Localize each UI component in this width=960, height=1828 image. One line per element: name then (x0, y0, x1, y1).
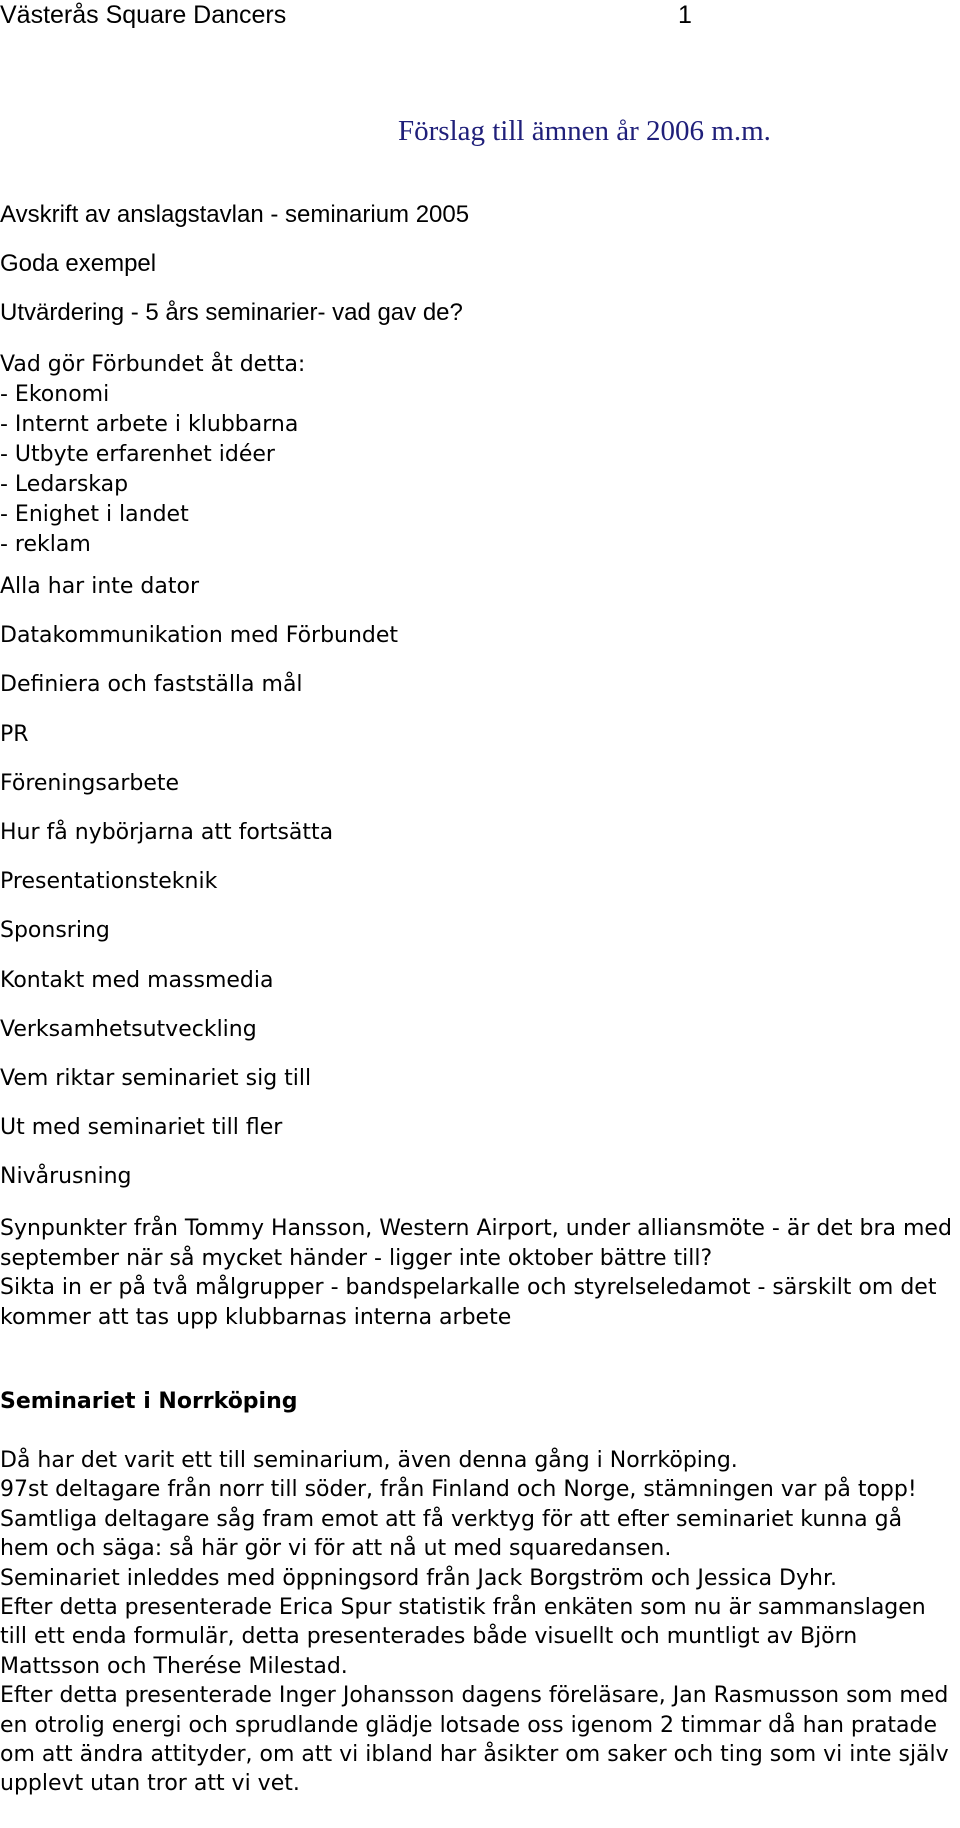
intro-line: Goda exempel (0, 250, 157, 277)
federation-item: - Utbyte erfarenhet idéer (0, 442, 275, 467)
topic-item: Datakommunikation med Förbundet (0, 623, 399, 649)
topic-item: Alla har inte dator (0, 574, 199, 599)
topic-item: Föreningsarbete (0, 770, 180, 796)
topic-item: Vem riktar seminariet sig till (0, 1065, 312, 1091)
intro-line: Avskrift av anslagstavlan - seminarium 2005 (0, 201, 470, 228)
topic-list (0, 572, 398, 1211)
header-organization: Västerås Square Dancers (0, 1, 287, 29)
body-paragraph: Efter detta presenterade Erica Spur statistik från enkäten som nu är sammanslagen till ett enda formulär, detta presenterades både visuellt och muntligt av Björn Mattsson och Therése Milestad. (0, 1595, 926, 1679)
topic-item: Definiera och fastställa mål (0, 672, 303, 698)
body-paragraph: Seminariet inleddes med öppningsord från Jack Borgström och Jessica Dyhr. (0, 1565, 837, 1591)
body-paragraph: Efter detta presenterade Inger Johansson dagens föreläsare, Jan Rasmusson som med en otrolig energi och sprudlande glädje lotsade oss igenom 2 timmar då han pratade om att ändra attityder, om att vi ibland har åsikter om saker och ting som vi inte själv upplevt utan tror att vi vet. (0, 1683, 949, 1797)
topic-item: PR (0, 721, 29, 747)
topic-item: Verksamhetsutveckling (0, 1016, 257, 1042)
federation-list (0, 350, 305, 560)
topic-item: Kontakt med massmedia (0, 967, 274, 993)
intro-line: Utvärdering - 5 års seminarier- vad gav de? (0, 299, 463, 326)
topic-item: Ut med seminariet till fler (0, 1115, 283, 1141)
federation-item: - Enighet i landet (0, 502, 189, 527)
comment-synpunkter: Synpunkter från Tommy Hansson, Western Airport, under alliansmöte - är det bra med september när så mycket händer - ligger inte oktober bättre till? (0, 1216, 952, 1271)
federation-item: - Internt arbete i klubbarna (0, 412, 299, 437)
header-page-number: 1 (678, 1, 692, 29)
topic-item: Hur få nybörjarna att fortsätta (0, 819, 334, 845)
body-paragraph: 97st deltagare från norr till söder, från Finland och Norge, stämningen var på topp! (0, 1477, 917, 1503)
body-paragraph: Samtliga deltagare såg fram emot att få verktyg för att efter seminariet kunna gå hem och säga: så här gör vi för att nå ut med squaredansen. (0, 1506, 903, 1562)
intro-list (0, 200, 469, 347)
topic-item: Sponsring (0, 918, 110, 944)
federation-item: - reklam (0, 532, 91, 557)
body-paragraph: Då har det varit ett till seminarium, även denna gång i Norrköping. (0, 1448, 738, 1473)
topic-item: Nivårusning (0, 1164, 132, 1190)
comment-sikta: Sikta in er på två målgrupper - bandspelarkalle och styrelseledamot - särskilt om det kommer att tas upp klubbarnas interna arbete (0, 1275, 937, 1330)
section-heading: Seminariet i Norrköping (0, 1389, 298, 1414)
federation-item: - Ledarskap (0, 472, 129, 497)
document-title: Förslag till ämnen år 2006 m.m. (398, 115, 771, 147)
page-header (0, 0, 960, 30)
section-body (0, 1446, 955, 1799)
federation-item: - Ekonomi (0, 382, 110, 407)
topic-item: Presentationsteknik (0, 869, 218, 895)
federation-heading: Vad gör Förbundet åt detta: (0, 352, 306, 377)
